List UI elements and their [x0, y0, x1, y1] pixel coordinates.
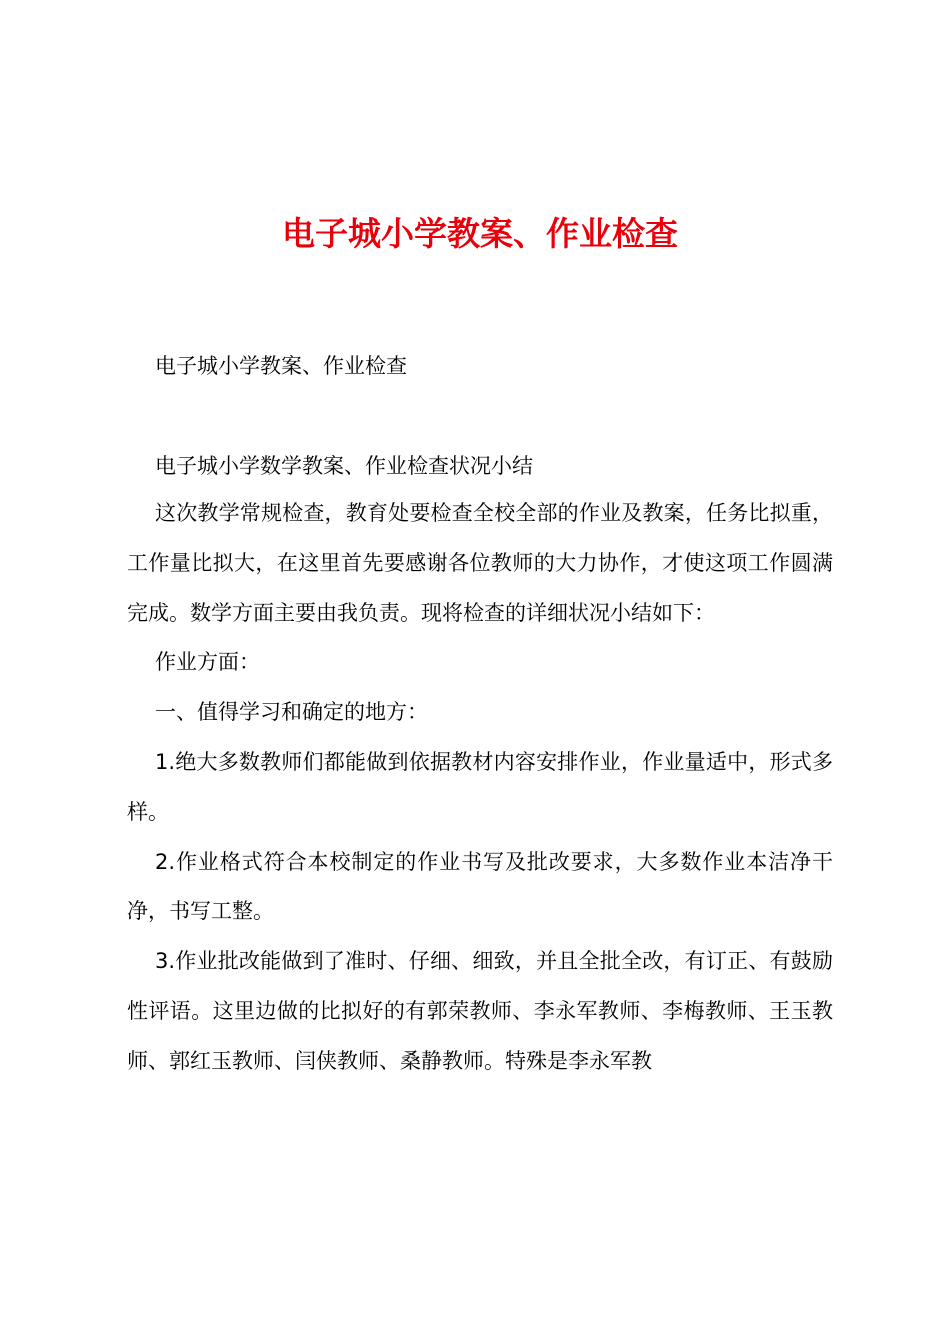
paragraph-intro: 这次教学常规检查，教育处要检查全校全部的作业及教案，任务比拟重，工作量比拟大，在这里首先要感谢各位教师的大力协作，才使这项工作圆满完成。数学方面主要由我负责。现将检查的详细状况小结如下：: [127, 501, 833, 625]
paragraph-item-2: 2.作业格式符合本校制定的作业书写及批改要求，大多数作业本洁净干净，书写工整。: [127, 849, 833, 924]
paragraph-item-1: 1.绝大多数教师们都能做到依据教材内容安排作业，作业量适中，形式多样。: [127, 749, 833, 824]
section-heading: 电子城小学数学教案、作业检查状况小结: [155, 454, 533, 478]
document-body: [127, 489, 833, 1087]
document-title: 电子城小学教案、作业检查: [282, 214, 678, 253]
paragraph-strengths-heading: 一、值得学习和确定的地方：: [155, 700, 428, 725]
paragraph-homework-heading: 作业方面：: [155, 650, 260, 675]
document-subtitle: 电子城小学教案、作业检查: [155, 354, 407, 378]
paragraph-item-3: 3.作业批改能做到了准时、仔细、细致，并且全批全改，有订正、有鼓励性评语。这里边做的比拟好的有郭荣教师、李永军教师、李梅教师、王玉教师、郭红玉教师、闫侠教师、桑静教师。特殊是李永军教: [127, 949, 833, 1073]
